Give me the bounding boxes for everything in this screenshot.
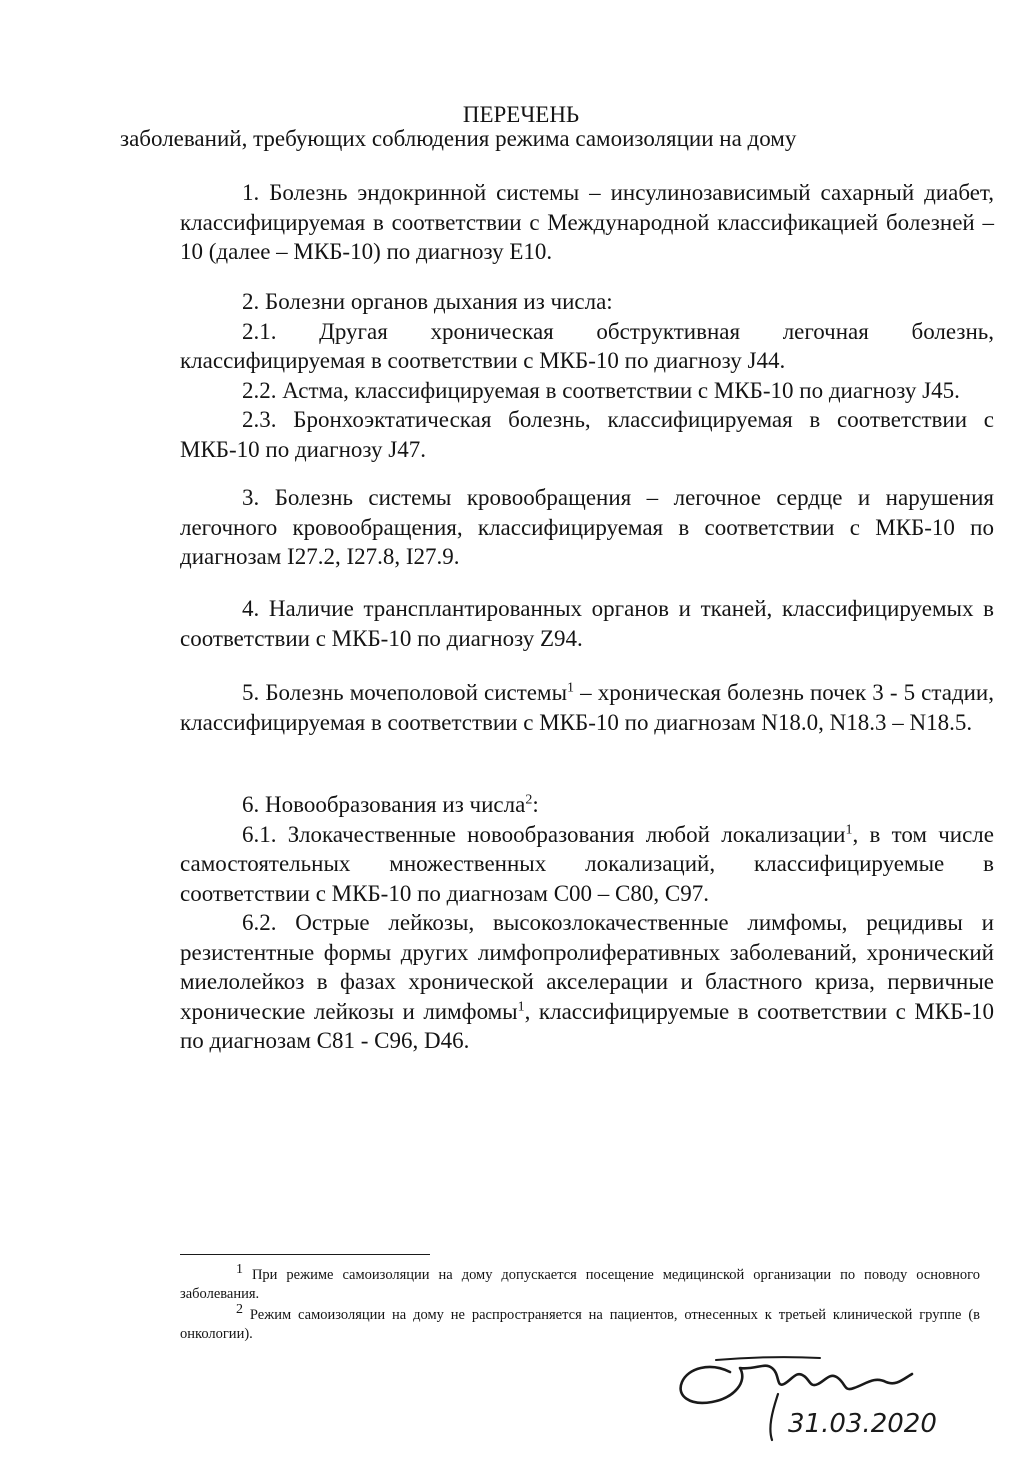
document-subtitle: заболеваний, требующих соблюдения режима самоизоляции на дому <box>120 126 797 151</box>
item-2-1-text: 2.1. Другая хроническая обструктивная легочная болезнь, классифицируемая в соответствии с МКБ-10 по диагнозу J44. <box>180 318 994 373</box>
item-6-2-text <box>180 908 994 1056</box>
document-title: ПЕРЕЧЕНЬ <box>462 102 580 127</box>
item-6-2-part-b: , классифицируемые в соответствии с МКБ-10 по диагнозам C81 - C96, D46. <box>180 998 994 1053</box>
item-4-text: 4. Наличие трансплантированных органов и тканей, классифицируемых в соответствии с МКБ-10 по диагнозу Z94. <box>180 596 994 651</box>
item-6-part-b: : <box>532 792 539 817</box>
item-2-text: 2. Болезни органов дыхания из числа: <box>242 289 613 314</box>
item-4 <box>180 594 994 653</box>
footnote-1-mark: 1 <box>236 1262 243 1278</box>
item-6-1-part-b: , в том числе самостоятельных множественных локализаций, классифицируемые в соответствии с МКБ-10 по диагнозам C00 – C80, C97. <box>180 821 994 906</box>
footnote-ref-2: 2 <box>525 792 533 808</box>
item-6 <box>180 790 994 1056</box>
footnote-ref-1: 1 <box>845 821 853 837</box>
handwritten-signature <box>660 1340 990 1450</box>
footnote-2 <box>180 1302 980 1344</box>
footnote-1 <box>180 1262 980 1304</box>
item-6-text <box>180 790 994 820</box>
item-2-3-text: 2.3. Бронхоэктатическая болезнь, классифицируемая в соответствии с МКБ-10 по диагнозу J47. <box>180 407 994 462</box>
item-2-2-text: 2.2. Астма, классифицируемая в соответствии с МКБ-10 по диагнозу J45. <box>242 377 960 403</box>
footnote-2-mark: 2 <box>236 1302 243 1318</box>
item-2 <box>180 287 994 464</box>
footnote-divider <box>180 1254 430 1255</box>
item-5-part-a: 5. Болезнь мочеполовой системы <box>242 680 568 705</box>
footnote-ref-1: 1 <box>567 680 575 696</box>
item-1-text: 1. Болезнь эндокринной системы – инсулинозависимый сахарный диабет, классифицируемая в соответствии с Международной классификацией болезней – 10 (далее – МКБ-10) по диагнозу E10. <box>180 180 994 264</box>
item-5 <box>180 678 994 737</box>
item-3 <box>180 483 994 572</box>
item-6-2-part-a: 6.2. Острые лейкозы, высокозлокачественные лимфомы, рецидивы и резистентные формы других лимфопролиферативных заболеваний, хронический миелолейкоз в фазах хронической акселерации и бластного криза, первичные хронические лейкозы и лимфомы <box>180 910 994 1024</box>
item-5-part-b: – хроническая болезнь почек 3 - 5 стадии, классифицируемая в соответствии с МКБ-10 по диагнозам N18.0, N18.3 – N18.5. <box>180 680 994 735</box>
item-6-1-text <box>180 820 994 909</box>
item-6-part-a: 6. Новообразования из числа <box>242 792 526 817</box>
item-5-text <box>180 678 994 737</box>
item-1 <box>180 178 994 267</box>
footnote-1-text: При режиме самоизоляции на дому допускается посещение медицинской организации по поводу основного заболевания. <box>180 1267 980 1302</box>
signature-date: 31.03.2020 <box>788 1409 937 1439</box>
footnote-ref-1: 1 <box>517 998 525 1014</box>
footnote-2-text: Режим самоизоляции на дому не распространяется на пациентов, отнесенных к третьей клинической группе (в онкологии). <box>180 1307 980 1342</box>
item-6-1-part-a: 6.1. Злокачественные новообразования любой локализации <box>242 821 846 847</box>
item-3-text: 3. Болезнь системы кровообращения – легочное сердце и нарушения легочного кровообращения, классифицируемая в соответствии с МКБ-10 по диагнозам I27.2, I27.8, I27.9. <box>180 485 994 569</box>
